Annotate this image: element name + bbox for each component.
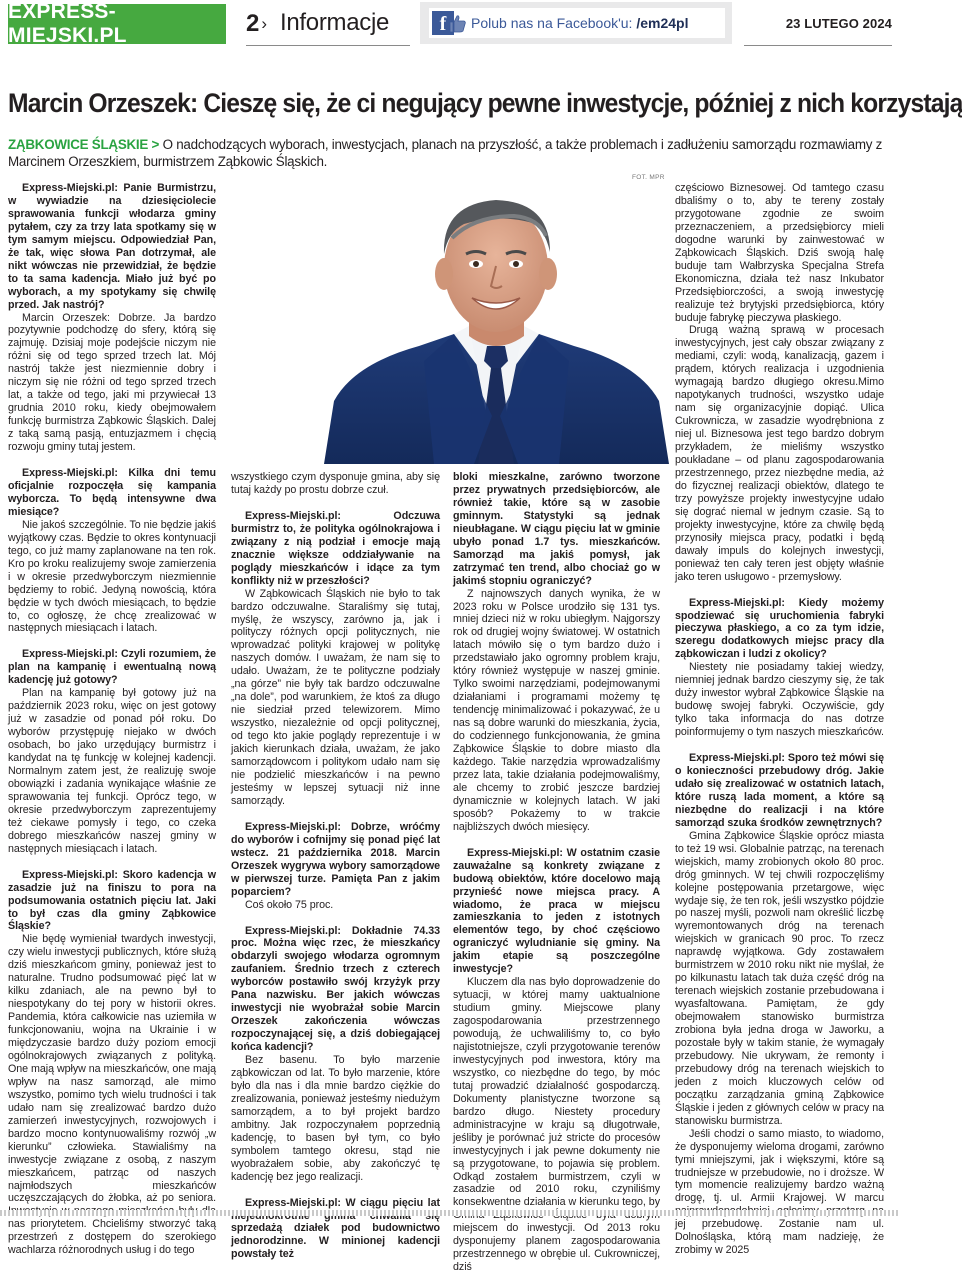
- interview-answer: Plan na kampanię był gotowy już na październik 2023 roku, więc on jest gotowy już w zasadzie od ponad pół roku. Do wyborów przystępuję niejako w dwóch osobach, bo jako urzędujący burmistrz i kandydat na tę funkcję w kolejnej kadencji. Normalnym zatem jest, że realizuję swoje obowiązki i zadania wynikające właśnie ze sprawowania tej funkcji. Oprócz tego, w okresie przedwyborczym zaprezentujemy też ciekawe pomysły i tego, co czeka dobrego mieszkańców naszej gminy w następnych miesiącach i latach.: [8, 687, 216, 855]
- interview-question: Express-Miejski.pl: Dokładnie 74.33 proc. Można więc rzec, że mieszkańcy obdarzyli swojego włodarza ogromnym zaufaniem. Średnio trzech z czterech wyborców postawiło swój krzyżyk przy Pana nazwisku. Ber jakich wówczas inwestycji nie wyobrażał sobie Marcin Orzeszek zakończenia wówczas rozpoczynającej się, a dziś dobiegającej końca kadencji?: [231, 924, 440, 1054]
- issue-date: 23 LUTEGO 2024: [785, 16, 892, 31]
- section-name: Informacje: [280, 9, 390, 36]
- interview-answer: Gmina Ząbkowice Śląskie oprócz miasta to też 19 wsi. Globalnie patrząc, na terenach wiejskich, mamy zrobionych około 80 proc. dróg gminnych. W tej chwili rozpoczęliśmy kolejne postępowania przetargowe, więc wydaje się, że ten rok, jeśli wszystko pójdzie po naszej myśli, pozwoli nam określić liczbę wyremontowanych dróg na terenach wiejskich w granicach 90 proc. To rzecz naprawdę wyjątkowa. Gdy zostawałem burmistrzem w 2010 roku nikt nie myślał, że po kilkunastu latach tak duża część dróg na terenach wiejskich zostanie przebudowana i wyasfaltowana. Pamiętam, że gdy obejmowałem stanowisko burmistrza zrobiona była jedna droga w Jaworku, a pozostałe były w takim stanie, że wymagały przebudowy. Nie ukrywam, że remonty i przebudowy dróg na terenach wiejskich to jeden z moich kluczowych celów od początku zarządzania gminą Ząbkowice Śląskie i jeden z głównych celów w pracy na stanowisku burmistrza.: [675, 829, 884, 1127]
- portrait-illustration: [324, 186, 669, 464]
- interview-question: Express-Miejski.pl: Sporo też mówi się o konieczności przebudowy dróg. Jakie udało się zrealizować w ostatnich latach, które ruszą lada moment, a które są niezbędne do realizacji i na które samorząd szuka środków zewnętrznych?: [675, 752, 884, 829]
- interview-question: Express-Miejski.pl: Dobrze, wróćmy do wyborów i cofnijmy się ponad pięć lat wstecz. 21 października 2018. Marcin Orzeszek wygrywa wybory samorządowe w pierwszej turze. Pamięta Pan z jakim poparciem?: [231, 820, 440, 898]
- interview-answer: Nie będę wymieniał twardych inwestycji, czy wielu inwestycji publicznych, które służą dziś mieszkańcom gminy, ponieważ jest to naturalne. Trudno podsumować pięć lat w kilku zdaniach, ale na pewno był to niespotykany do tej pory w historii okres. Pandemia, która całkowicie nas uziemiła w funkcjonowaniu, wojna na Ukrainie i w międzyczasie bardzo duży poziom emocji ogólnokrajowych związanych z polityką. One mają wpływ na mieszkańców, one mają wpływ na nasz samorząd, ale mimo wszystko, pomimo tych wielu trudności i tak udało nam się zrealizować bardzo dużo zamierzeń inwestycyjnych, rozwojowych i bardzo mocno kontynuowaliśmy rozwój „w kierunku” człowieka. Stawialiśmy na inwestycje związane z osobą, z naszym mieszkańcem, patrząc od naszych najmłodszych mieszkańców uczęszczających do żłobka, aż po seniora. nas priorytetem. Chcieliśmy stworzyć taką przestrzeń z dostępem do szerokiego wachlarza różnorodnych usług i do tego: [8, 933, 216, 1257]
- interview-question: Express-Miejski.pl: W ciągu pięciu lat sprzedażą działek pod budownictwo jednorodzinne. W minionej kadencji powstały też: [231, 1196, 440, 1261]
- interview-question: Express-Miejski.pl: Czyli rozumiem, że plan na kampanię i ewentualną nową kadencję już gotowy?: [8, 648, 216, 687]
- article-column-3: [453, 471, 660, 1274]
- facebook-handle-link[interactable]: /em24pl: [636, 15, 689, 31]
- footer-rule: [0, 1210, 900, 1216]
- interview-question: Express-Miejski.pl: Skoro kadencja w zasadzie już na finiszu to pora na podsumowania ostatnich pięciu lat. Jaki to był czas dla gminy Ząbkowice Śląskie?: [8, 868, 216, 933]
- interview-answer: Bez basenu. To było marzenie ząbkowiczan od lat. To było marzenie, które było dla nas i dla mnie bardzo ciężkie do zrealizowania, ponieważ jesteśmy niedużym samorządem, a to był projekt bardzo ambitny. Jak rozpoczynałem poprzednią kadencję, to basen był tym, co było symbolem tamtego okresu, stąd nie wyobrażałem sobie, aby zakończyć tę kadencję bez jego realizacji.: [231, 1054, 440, 1183]
- thumbs-up-icon: [449, 14, 466, 33]
- facebook-banner-inner: [429, 8, 725, 38]
- interview-answer: Nie jakoś szczególnie. To nie będzie jakiś wyjątkowy czas. Będzie to okres kontynuacji tego, co już mamy zaplanowane na ten rok. Kro po kroku realizujemy swoje zamierzenia i w okresie przedwyborczym niezmiennie będziemy to robić. Jedyną nowością, która będzie w tych dwóch miesiącach, to będzie to, co ogłoszę, że chcę zrealizować w następnych miesiącach i latach.: [8, 518, 216, 635]
- interview-question: Express-Miejski.pl: Panie Burmistrzu, w wywiadzie na dziesięciolecie sprawowania funkcji włodarza gminy pytałem, czy za trzy lata spotkamy się w tym samym miejscu. Odpowiedział Pan, że tak, więc słowa Pan dotrzymał, ale nikt wówczas nie przewidział, że będzie to ta sama kadencja. Miało już być po wyborach, a my spotykamy się chwilę przed. Jak nastrój?: [8, 182, 216, 311]
- interview-answer: Z najnowszych danych wynika, że w 2023 roku w Polsce urodziło się 131 tys. mniej dzieci niż w roku ubiegłym. Najgorszy rok od drugiej wojny światowej. W ostatnich latach mówiło się o tym bardzo dużo i przedstawiało jako ogromny problem kraju, który również występuje w naszej gminie. Tylko swoimi narzędziami, podejmowanymi działaniami i programami możemy tę tendencję minimalizować i pokazywać, że u nas są dobre warunki do mieszkania, życia, do codziennego funkcjonowania, że gmina Ząbkowice Śląskie to dobre miasto dla każdego. Takie narzędzia wprowadzaliśmy przez lata, takie działania podejmowaliśmy, ale chcemy to zrobić jeszcze bardziej dynamicznie w kolejnych latach. W jaki sposób? Pokażemy to w trakcie najbliższych dwóch miesięcy.: [453, 587, 660, 833]
- lead-location: ZĄBKOWICE ŚLĄSKIE >: [8, 137, 160, 152]
- page-number: [246, 10, 270, 38]
- interview-question: Express-Miejski.pl: Kiedy możemy spodziewać się uruchomienia fabryki pieczywa płaskiego, a co za tym idzie, szeregu dodatkowych miejsc pracy dla ząbkowiczan i ludzi z okolicy?: [675, 596, 884, 661]
- interview-answer: wszystkiego czym dysponuje gmina, aby się tutaj każdy po prostu dobrze czuł.: [231, 471, 440, 496]
- facebook-banner[interactable]: [420, 2, 732, 44]
- site-logo[interactable]: EXPRESS-MIEJSKI.PL: [8, 4, 226, 44]
- facebook-text: [471, 15, 688, 31]
- interview-answer: W Ząbkowicach Śląskich nie było to tak bardzo odczuwalne. Staraliśmy się tutaj, myślę, że wszyscy, zarówno ja, jak i polityczy różnych opcji politycznych, nie wprowadzać polityki krajowej w politykę naszych domów. I uważam, że nam się to udało. Uważam, że te polityczne podziały „na górze” nie były tak bardzo odczuwalne „na dole”, pod warunkiem, że ktoś za długo nie siedział przed telewizorem. Mimo wszystko, niezależnie od opcji politycznej, od tego kto jakie poglądy reprezentuje i w jakich kierunkach działa, uważam, że jako samorządowcom i politykom udało nam się nie podzielić mieszkańców i na pewno jesteśmy w lepszej sytuacji niż inne samorządy.: [231, 587, 440, 807]
- photo-credit: FOT. MPR: [632, 174, 665, 181]
- facebook-label: Polub nas na Facebook'u:: [471, 15, 637, 31]
- interview-answer: częściowo Biznesowej. Od tamtego czasu dbaliśmy o to, aby te tereny zostały przygotowane zgodnie ze swoim przeznaczeniem, a przedsiębiorcy mieli dogodne warunki by zainwestować w Ząbkowicach Śląskich. Dziś swoją halę buduje tam Wałbrzyska Specjalna Strefa Ekonomiczna, działa też nasz Inkubator Przedsiębiorczości, a swoją inwestycję realizuje też brytyjski przedsiębiorca, który buduje fabrykę pieczywa płaskiego.: [675, 182, 884, 324]
- header-divider: [246, 45, 410, 46]
- interview-question: Express-Miejski.pl: Kilka dni temu oficjalnie rozpoczęła się kampania wyborcza. To będą intensywne dwa miesiące?: [8, 467, 216, 518]
- interview-question: Express-Miejski.pl: Odczuwa burmistrz to, że polityka ogólnokrajowa i związany z nią podział i emocje mają znacznie większe oddziaływanie na poglądy mieszkańców i idące za tym konflikty niż w przeszłości?: [231, 509, 440, 587]
- facebook-like-icon: f: [429, 8, 469, 38]
- interview-question: bloki mieszkalne, zarówno tworzone przez prywatnych przedsiębiorców, ale również takie, które są w zasobie gminnym. Statystyki są jednak nieubłagane. W ciągu pięciu lat w gminie ubyło ponad 1.7 tys. mieszkańców. Samorząd ma jakiś pomysł, jak zatrzymać ten trend, albo chociaż go w jakimś stopniu ograniczyć?: [453, 471, 660, 587]
- interview-answer: Coś około 75 proc.: [245, 898, 334, 911]
- interview-answer: Marcin Orzeszek: Dobrze. Ja bardzo pozytywnie podchodzę do sfery, którą się zajmuję. Dzisiaj moje podejście niczym nie różni się od tego sprzed trzech lat. Mój nastrój także jest niezmiennie dobry i niczym się nie różni od tego sprzed trzech lat, a także od tego, jaki mi przywiecał 13 grudnia 2010 roku, kiedy obejmowałem funkcję burmistrza Ząbkowic Śląskich. Dalej z taką samą pasją, entuzjazmem i chęcią rozwoju gminy tutaj jestem.: [8, 311, 216, 454]
- article-column-1: [8, 182, 216, 1257]
- portrait-photo: [324, 186, 669, 464]
- interview-question: Express-Miejski.pl: W ostatnim czasie zauważalne są konkrety związane z budową obiektów, które docelowo mają przynieść nowe miejsca pracy. A wiadomo, że praca w miejscu zamieszkania to jeden z istotnych elementów tego, by choć częściowo ograniczyć wyludnianie się gminy. Na jakim etapie są poszczególne inwestycje?: [453, 846, 660, 976]
- interview-answer: Drugą ważną sprawą w procesach inwestycyjnych, jest cały obszar związany z mediami, czyli: wodą, kanalizacją, gazem i prądem, których realizacja i uzgodnienia wymagają bardzo długiego okresu.Mimo napotykanych trudności, wszystko udaje nam się organizacyjnie dopiąć. Ulica Cukrownicza, w zasadzie wyodrębniona z niej ul. Biznesowa jest tego bardzo dobrym przykładem, że mieliśmy wszystko poukładane – od planu zagospodarowania przestrzennego, przez niezbędne media, aż do fizycznej realizacji obiektów, dlatego te trzy powyższe projekty inwestycyjne udało się dograć niemal w jednym czasie. Są to projekty inwestycyjne, które za chwilę będą przynosiły miejsca pracy, podatki i będą dawały impuls do kolejnych inwestycji, ponieważ ten cały teren jest objęty właśnie jako teren usługowo - przemysłowy.: [675, 324, 884, 583]
- article-title: Marcin Orzeszek: Cieszę się, że ci negujący pewne inwestycje, później z nich korzystają: [8, 88, 962, 118]
- interview-answer: Kluczem dla nas było doprowadzenie do sytuacji, w której mamy uaktualnione studium gminy. Miejscowe plany zagospodarowania przestrzennego powodują, że uchwaliliśmy to, co było najistotniejsze, czyli przygotowanie terenów inwestycyjnych pod inwestora, który ma wszystko, co niezbędne do tego, by móc tutaj prowadzić działalność gospodarczą. Dokumenty planistyczne tworzone są bardzo długo. Niestety procedury administracyjne w kraju są długotrwałe, jeśliby je porównać już stricte do procesów inwestycyjnych i jak pewne dokumenty nie są przygotowane, to pojawia się problem. Odkąd zostałem burmistrzem, czyli w zasadzie od 2010 roku, czyniliśmy konsekwentne działania w kierunku tego, by miejscem do inwestycji. Od 2013 roku dysponujemy planem zagospodarowania przestrzennego w obrębie ul. Cukrowniczej, dziś: [453, 976, 660, 1274]
- lead-text: O nadchodzących wyborach, inwestycjach, planach na przyszłość, a także problemach i zadłużeniu samorządu rozmawiamy z Marcinem Orzeszkiem, burmistrzem Ząbkowic Śląskich.: [8, 137, 883, 169]
- header-divider: [744, 45, 892, 46]
- page-number-value: 2: [246, 10, 260, 37]
- chevron-right-icon: ›: [261, 14, 268, 33]
- interview-answer: Jeśli chodzi o samo miasto, to wiadomo, że dysponujemy wieloma drogami, zarówno tymi mniejszymi, jak i większymi, które są trudniejsze w przebudowie, no i droższe. W tym momencie realizujemy bardzo ważną drogę, tj. ul. Armii Krajowej. W marcu jej przebudowę. Zostanie nam ul. Dolnośląska, którą mam nadzieję, że zrobimy w 2025: [675, 1127, 884, 1257]
- interview-answer: Niestety nie posiadamy takiej wiedzy, niemniej jednak bardzo cieszymy się, że tak duży inwestor wybrał Ząbkowice Śląskie na budowę swojej fabryki. Oczywiście, gdy tylko taka informacja do nas dotrze poinformujemy o tym naszych mieszkańców.: [675, 661, 884, 739]
- article-lead: [8, 136, 888, 170]
- article-column-4: [675, 182, 884, 1257]
- article-column-2: [231, 471, 440, 1261]
- masthead: [0, 0, 900, 48]
